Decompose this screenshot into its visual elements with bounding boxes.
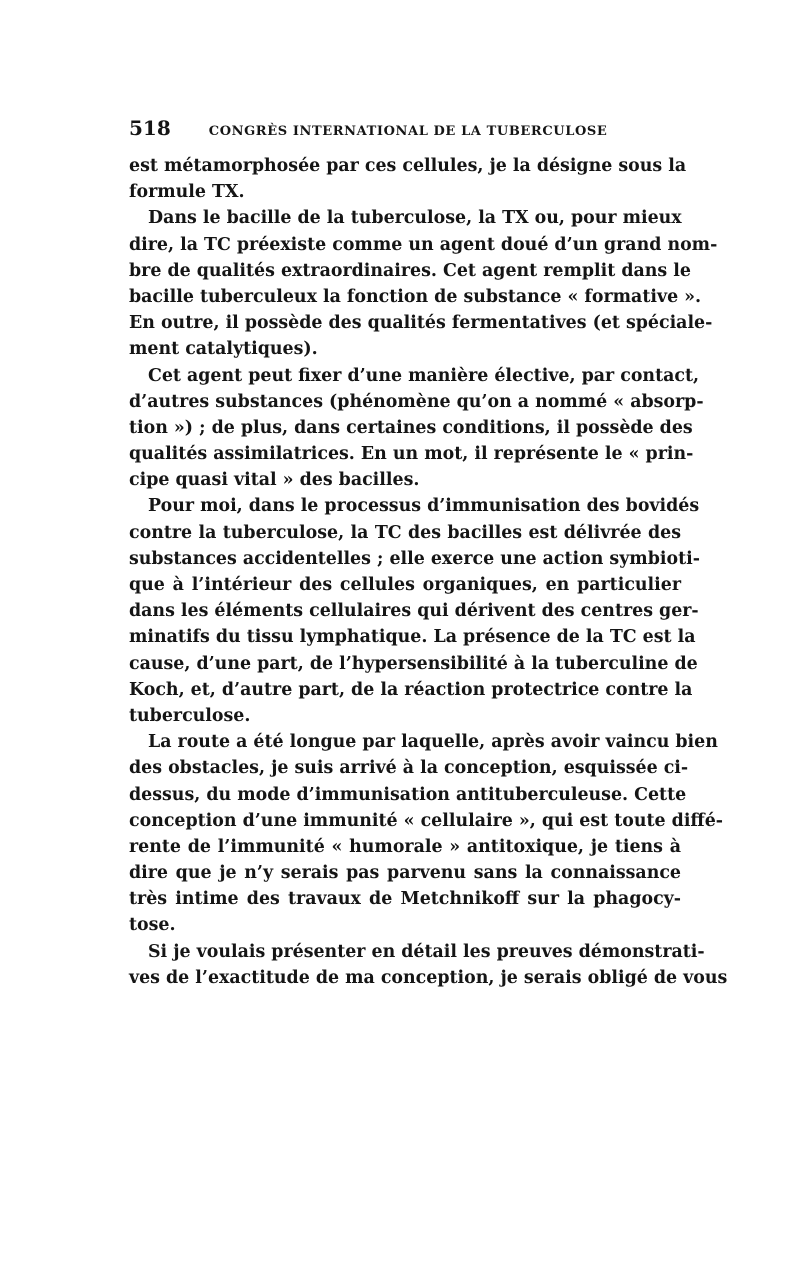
text-line: est métamorphosée par ces cellules, je la désigne sous la	[129, 156, 687, 176]
text-line: tuberculose.	[129, 705, 251, 726]
text-line: En outre, il possède des qualités fermentatives (et spéciale-	[129, 313, 713, 334]
text-line: des obstacles, je suis arrivé à la conception, esquissée ci-	[129, 758, 689, 779]
text-line: ves de l’exactitude de ma conception, je serais obligé de vous	[129, 967, 728, 988]
text-line: Pour moi, dans le processus d’immunisation des bovidés	[148, 496, 700, 517]
text-line: bacille tuberculeux la fonction de substance « formative ».	[129, 286, 702, 307]
page-number: 518	[129, 116, 171, 140]
text-line: Si je voulais présenter en détail les preuves démonstrati-	[148, 941, 705, 962]
text-line: substances accidentelles ; elle exerce une action symbioti-	[129, 548, 700, 569]
text-line: rente de l’immunité « humorale » antitoxique, je tiens à	[129, 836, 681, 857]
text-line: dire, la TC préexiste comme un agent doué d’un grand nom-	[129, 234, 718, 255]
text-line: minatifs du tissu lymphatique. La présence de la TC est la	[129, 627, 696, 648]
text-line: très intime des travaux de Metchnikoff sur la phagocy-	[129, 889, 681, 910]
text-line: tion ») ; de plus, dans certaines conditions, il possède des	[129, 417, 693, 438]
text-line: dessus, du mode d’immunisation antituberculeuse. Cette	[129, 784, 687, 805]
text-line: dire que je n’y serais pas parvenu sans la connaissance	[129, 863, 681, 884]
page-header	[129, 116, 681, 144]
text-line: dans les éléments cellulaires qui dérivent des centres ger-	[129, 601, 699, 622]
text-line: qualités assimilatrices. En un mot, il représente le « prin-	[129, 444, 694, 465]
body-text	[129, 153, 728, 991]
text-line: La route a été longue par laquelle, après avoir vaincu bien	[148, 732, 718, 753]
running-title: CONGRÈS INTERNATIONAL DE LA TUBERCULOSE	[208, 124, 608, 139]
text-line: Cet agent peut fixer d’une manière élective, par contact,	[148, 365, 700, 386]
text-line: d’autres substances (phénomène qu’on a nommé « absorp-	[129, 391, 704, 412]
text-line: conception d’une immunité « cellulaire », qui est toute diffé-	[129, 810, 723, 831]
text-line: tose.	[129, 915, 176, 936]
text-line: ment catalytiques).	[129, 339, 318, 360]
text-line: bre de qualités extraordinaires. Cet agent remplit dans le	[129, 260, 691, 281]
text-line: Koch, et, d’autre part, de la réaction protectrice contre la	[129, 679, 693, 700]
text-line: contre la tuberculose, la TC des bacilles est délivrée des	[129, 522, 681, 543]
text-line: cipe quasi vital » des bacilles.	[129, 470, 420, 491]
text-line: formule TX.	[129, 182, 245, 203]
text-line: que à l’intérieur des cellules organiques, en particulier	[129, 575, 681, 595]
text-line: Dans le bacille de la tuberculose, la TX ou, pour mieux	[148, 208, 682, 229]
text-line: cause, d’une part, de l’hypersensibilité à la tuberculine de	[129, 653, 698, 674]
